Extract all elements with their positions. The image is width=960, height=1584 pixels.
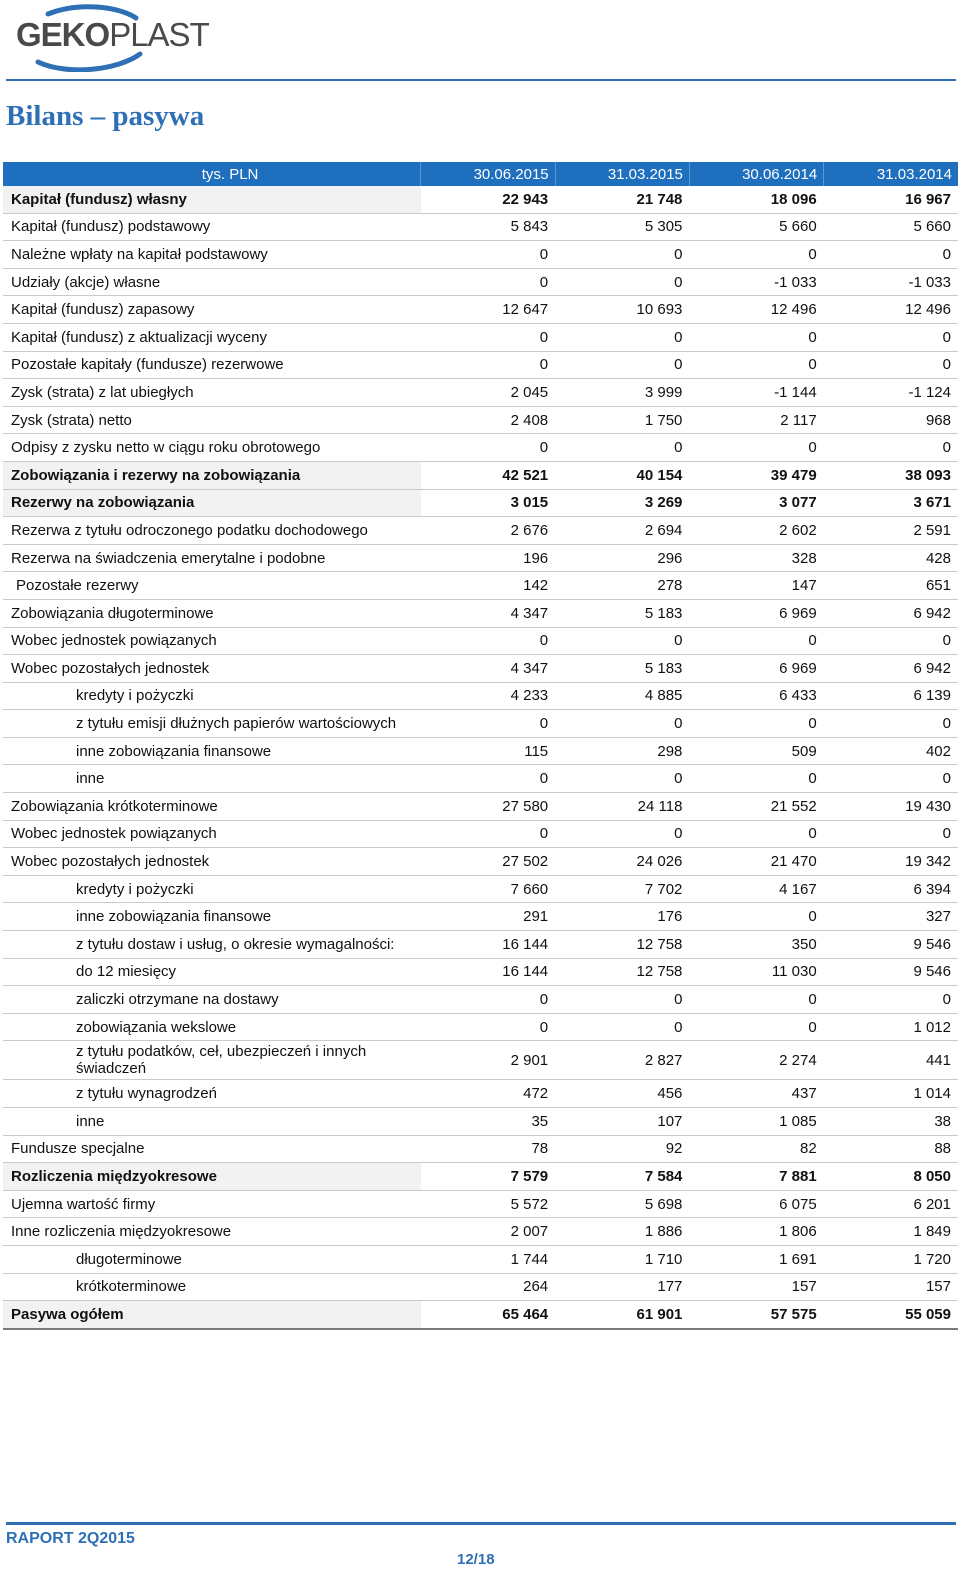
report-label: RAPORT 2Q2015: [6, 1530, 135, 1547]
row-value: 12 496: [824, 296, 958, 324]
table-row: [3, 765, 958, 793]
row-value: 278: [555, 572, 689, 600]
row-value: 441: [824, 1041, 958, 1080]
table-row: [3, 1163, 958, 1191]
table-row: [3, 682, 958, 710]
row-value: 0: [421, 323, 555, 351]
row-value: 0: [689, 986, 823, 1014]
table-row: [3, 599, 958, 627]
row-label: Zobowiązania i rezerwy na zobowiązania: [3, 461, 421, 489]
row-label: Kapitał (fundusz) z aktualizacji wyceny: [3, 323, 421, 351]
row-label: inne: [3, 1108, 421, 1136]
header-divider: [6, 79, 956, 81]
table-row: [3, 379, 958, 407]
row-label: Kapitał (fundusz) zapasowy: [3, 296, 421, 324]
row-value: 0: [555, 434, 689, 462]
row-value: 39 479: [689, 461, 823, 489]
row-label: Wobec pozostałych jednostek: [3, 848, 421, 876]
row-value: 115: [421, 737, 555, 765]
row-value: 177: [555, 1273, 689, 1301]
row-value: 2 045: [421, 379, 555, 407]
row-value: -1 144: [689, 379, 823, 407]
table-row: [3, 517, 958, 545]
row-value: 27 580: [421, 793, 555, 821]
row-label: z tytułu emisji dłużnych papierów wartościowych: [3, 710, 421, 738]
row-value: 57 575: [689, 1301, 823, 1329]
row-value: 0: [824, 986, 958, 1014]
table-row: [3, 793, 958, 821]
row-value: 4 347: [421, 599, 555, 627]
row-label: z tytułu dostaw i usług, o okresie wymagalności:: [3, 931, 421, 959]
row-value: 0: [824, 710, 958, 738]
table-row: [3, 213, 958, 241]
row-value: 0: [689, 323, 823, 351]
row-value: 2 408: [421, 406, 555, 434]
table-row: [3, 241, 958, 269]
row-value: 21 552: [689, 793, 823, 821]
row-label: Rezerwa z tytułu odroczonego podatku dochodowego: [3, 517, 421, 545]
table-row: [3, 544, 958, 572]
table-row: [3, 434, 958, 462]
row-label: kredyty i pożyczki: [3, 682, 421, 710]
row-value: 296: [555, 544, 689, 572]
row-value: 157: [824, 1273, 958, 1301]
row-label: kredyty i pożyczki: [3, 875, 421, 903]
row-label: Kapitał (fundusz) własny: [3, 186, 421, 213]
table-row: [3, 1135, 958, 1163]
table-row: [3, 351, 958, 379]
row-label: inne: [3, 765, 421, 793]
row-value: 4 885: [555, 682, 689, 710]
row-value: 0: [689, 1013, 823, 1041]
row-label: inne zobowiązania finansowe: [3, 903, 421, 931]
row-value: 2 676: [421, 517, 555, 545]
row-label: długoterminowe: [3, 1245, 421, 1273]
row-value: 437: [689, 1080, 823, 1108]
row-value: 328: [689, 544, 823, 572]
row-label: zobowiązania wekslowe: [3, 1013, 421, 1041]
row-value: 107: [555, 1108, 689, 1136]
row-value: 2 694: [555, 517, 689, 545]
row-value: 6 139: [824, 682, 958, 710]
table-row: [3, 848, 958, 876]
row-value: 0: [689, 903, 823, 931]
row-value: 19 430: [824, 793, 958, 821]
row-label: Ujemna wartość firmy: [3, 1190, 421, 1218]
row-value: 0: [689, 241, 823, 269]
row-value: 1 012: [824, 1013, 958, 1041]
row-value: 0: [824, 241, 958, 269]
row-value: 291: [421, 903, 555, 931]
row-label: Wobec pozostałych jednostek: [3, 655, 421, 683]
row-value: 456: [555, 1080, 689, 1108]
column-header-date: 30.06.2015: [421, 162, 555, 186]
row-value: 24 118: [555, 793, 689, 821]
row-label: Udziały (akcje) własne: [3, 268, 421, 296]
row-value: 3 077: [689, 489, 823, 517]
row-value: 0: [421, 820, 555, 848]
row-value: 16 967: [824, 186, 958, 213]
row-value: 0: [555, 323, 689, 351]
row-value: 0: [824, 351, 958, 379]
table-row: [3, 986, 958, 1014]
logo-text-light: PLAST: [109, 16, 209, 53]
row-value: 0: [421, 241, 555, 269]
row-value: 0: [824, 820, 958, 848]
row-value: 157: [689, 1273, 823, 1301]
table-row: [3, 1108, 958, 1136]
row-value: 55 059: [824, 1301, 958, 1329]
row-value: 0: [421, 1013, 555, 1041]
row-value: 7 579: [421, 1163, 555, 1191]
table-row: [3, 655, 958, 683]
row-value: 0: [555, 986, 689, 1014]
row-value: 472: [421, 1080, 555, 1108]
row-value: 1 750: [555, 406, 689, 434]
row-value: 3 015: [421, 489, 555, 517]
row-value: 147: [689, 572, 823, 600]
table-row: [3, 737, 958, 765]
row-value: 42 521: [421, 461, 555, 489]
row-value: 0: [689, 627, 823, 655]
row-value: 5 572: [421, 1190, 555, 1218]
row-value: 5 698: [555, 1190, 689, 1218]
row-value: 82: [689, 1135, 823, 1163]
footer-divider: [6, 1522, 956, 1525]
row-value: 3 671: [824, 489, 958, 517]
row-value: 21 748: [555, 186, 689, 213]
gekoplast-logo: [8, 4, 208, 72]
table-row: [3, 820, 958, 848]
row-value: 12 496: [689, 296, 823, 324]
row-value: 12 758: [555, 958, 689, 986]
row-value: 5 660: [689, 213, 823, 241]
row-value: 12 647: [421, 296, 555, 324]
row-label: Należne wpłaty na kapitał podstawowy: [3, 241, 421, 269]
row-value: 0: [824, 323, 958, 351]
table-body: [3, 186, 958, 1329]
row-value: 0: [421, 351, 555, 379]
row-value: 0: [689, 434, 823, 462]
row-value: 0: [689, 820, 823, 848]
row-value: 196: [421, 544, 555, 572]
table-header-row: [3, 162, 958, 186]
logo-text-bold: GEKO: [16, 16, 110, 53]
row-label: Fundusze specjalne: [3, 1135, 421, 1163]
page-title: Bilans – pasywa: [6, 100, 205, 132]
row-value: 0: [421, 627, 555, 655]
row-label: Pasywa ogółem: [3, 1301, 421, 1329]
row-value: 3 999: [555, 379, 689, 407]
table-header: [3, 162, 958, 186]
row-value: 2 602: [689, 517, 823, 545]
row-value: 176: [555, 903, 689, 931]
row-value: 0: [689, 351, 823, 379]
table-row: [3, 931, 958, 959]
row-label: Kapitał (fundusz) podstawowy: [3, 213, 421, 241]
row-value: 0: [824, 434, 958, 462]
row-value: 298: [555, 737, 689, 765]
table-row: [3, 710, 958, 738]
row-label: inne zobowiązania finansowe: [3, 737, 421, 765]
row-value: 0: [421, 765, 555, 793]
row-value: 0: [421, 986, 555, 1014]
row-value: 1 691: [689, 1245, 823, 1273]
column-header-date: 31.03.2015: [555, 162, 689, 186]
table-row: [3, 1301, 958, 1329]
row-value: 5 183: [555, 655, 689, 683]
row-value: 6 942: [824, 655, 958, 683]
row-value: 22 943: [421, 186, 555, 213]
column-header-date: 30.06.2014: [689, 162, 823, 186]
row-value: 61 901: [555, 1301, 689, 1329]
row-value: 142: [421, 572, 555, 600]
row-label: Pozostałe kapitały (fundusze) rezerwowe: [3, 351, 421, 379]
row-label: Zysk (strata) z lat ubiegłych: [3, 379, 421, 407]
row-value: 6 433: [689, 682, 823, 710]
row-label: Zobowiązania krótkoterminowe: [3, 793, 421, 821]
row-value: 35: [421, 1108, 555, 1136]
row-value: 65 464: [421, 1301, 555, 1329]
row-value: 1 085: [689, 1108, 823, 1136]
row-value: 7 584: [555, 1163, 689, 1191]
row-value: 6 969: [689, 599, 823, 627]
row-value: 4 233: [421, 682, 555, 710]
table-row: [3, 461, 958, 489]
row-label: Wobec jednostek powiązanych: [3, 820, 421, 848]
row-label: Wobec jednostek powiązanych: [3, 627, 421, 655]
row-value: 1 720: [824, 1245, 958, 1273]
row-value: 16 144: [421, 931, 555, 959]
row-value: 0: [555, 710, 689, 738]
row-value: 11 030: [689, 958, 823, 986]
row-value: 0: [555, 765, 689, 793]
row-value: 0: [421, 434, 555, 462]
row-value: 350: [689, 931, 823, 959]
logo-text: [16, 16, 209, 54]
table-row: [3, 1041, 958, 1080]
row-value: 38: [824, 1108, 958, 1136]
row-value: 428: [824, 544, 958, 572]
table-row: [3, 903, 958, 931]
row-value: 4 347: [421, 655, 555, 683]
row-label: z tytułu podatków, ceł, ubezpieczeń i innych świadczeń: [3, 1041, 421, 1080]
row-value: 1 886: [555, 1218, 689, 1246]
table-row: [3, 323, 958, 351]
table-row: [3, 1273, 958, 1301]
row-value: 1 849: [824, 1218, 958, 1246]
row-label: Inne rozliczenia międzyokresowe: [3, 1218, 421, 1246]
row-value: 38 093: [824, 461, 958, 489]
row-value: 7 702: [555, 875, 689, 903]
column-header-unit: tys. PLN: [3, 162, 421, 186]
table-row: [3, 186, 958, 213]
row-value: 0: [421, 268, 555, 296]
row-value: 0: [555, 351, 689, 379]
row-value: 6 201: [824, 1190, 958, 1218]
row-value: 2 117: [689, 406, 823, 434]
row-value: 9 546: [824, 931, 958, 959]
row-label: z tytułu wynagrodzeń: [3, 1080, 421, 1108]
row-value: 16 144: [421, 958, 555, 986]
table-row: [3, 1245, 958, 1273]
row-value: 0: [421, 710, 555, 738]
table-row: [3, 1190, 958, 1218]
row-label: Odpisy z zysku netto w ciągu roku obrotowego: [3, 434, 421, 462]
row-value: 8 050: [824, 1163, 958, 1191]
balance-sheet-table: [3, 162, 958, 1330]
row-value: 6 394: [824, 875, 958, 903]
row-value: 0: [689, 765, 823, 793]
row-value: 2 007: [421, 1218, 555, 1246]
table-row: [3, 1080, 958, 1108]
row-value: 0: [824, 627, 958, 655]
row-value: 651: [824, 572, 958, 600]
row-value: 7 660: [421, 875, 555, 903]
row-value: 0: [555, 820, 689, 848]
row-value: 10 693: [555, 296, 689, 324]
row-value: -1 124: [824, 379, 958, 407]
row-value: 40 154: [555, 461, 689, 489]
row-value: 4 167: [689, 875, 823, 903]
column-header-date: 31.03.2014: [824, 162, 958, 186]
row-value: 968: [824, 406, 958, 434]
row-value: 3 269: [555, 489, 689, 517]
row-label: Rozliczenia międzyokresowe: [3, 1163, 421, 1191]
table-row: [3, 268, 958, 296]
row-label: Rezerwy na zobowiązania: [3, 489, 421, 517]
row-value: 5 660: [824, 213, 958, 241]
table-row: [3, 572, 958, 600]
row-value: 509: [689, 737, 823, 765]
row-value: 2 827: [555, 1041, 689, 1080]
row-value: 5 305: [555, 213, 689, 241]
row-value: 92: [555, 1135, 689, 1163]
row-value: 21 470: [689, 848, 823, 876]
row-value: 7 881: [689, 1163, 823, 1191]
row-value: 0: [824, 765, 958, 793]
row-label: Zobowiązania długoterminowe: [3, 599, 421, 627]
row-value: -1 033: [689, 268, 823, 296]
row-value: 264: [421, 1273, 555, 1301]
row-value: 6 942: [824, 599, 958, 627]
row-label: Zysk (strata) netto: [3, 406, 421, 434]
row-value: 6 969: [689, 655, 823, 683]
row-value: 19 342: [824, 848, 958, 876]
row-value: 0: [555, 268, 689, 296]
table-row: [3, 1013, 958, 1041]
row-value: 27 502: [421, 848, 555, 876]
row-value: 6 075: [689, 1190, 823, 1218]
row-value: 1 806: [689, 1218, 823, 1246]
table-row: [3, 406, 958, 434]
table-row: [3, 296, 958, 324]
page-number: 12/18: [457, 1551, 495, 1568]
row-value: 0: [555, 1013, 689, 1041]
row-value: 2 901: [421, 1041, 555, 1080]
row-label: Pozostałe rezerwy: [3, 572, 421, 600]
row-label: krótkoterminowe: [3, 1273, 421, 1301]
row-label: Rezerwa na świadczenia emerytalne i podobne: [3, 544, 421, 572]
row-value: 0: [555, 627, 689, 655]
row-value: 2 591: [824, 517, 958, 545]
row-value: 0: [689, 710, 823, 738]
row-value: 327: [824, 903, 958, 931]
row-value: 18 096: [689, 186, 823, 213]
table-row: [3, 627, 958, 655]
table-row: [3, 489, 958, 517]
row-value: 5 843: [421, 213, 555, 241]
row-value: 1 014: [824, 1080, 958, 1108]
table-row: [3, 1218, 958, 1246]
row-label: do 12 miesięcy: [3, 958, 421, 986]
row-value: 78: [421, 1135, 555, 1163]
row-value: 24 026: [555, 848, 689, 876]
row-value: 9 546: [824, 958, 958, 986]
row-label: zaliczki otrzymane na dostawy: [3, 986, 421, 1014]
row-value: 1 710: [555, 1245, 689, 1273]
row-value: 5 183: [555, 599, 689, 627]
row-value: 12 758: [555, 931, 689, 959]
row-value: -1 033: [824, 268, 958, 296]
table-row: [3, 958, 958, 986]
table-row: [3, 875, 958, 903]
row-value: 1 744: [421, 1245, 555, 1273]
row-value: 0: [555, 241, 689, 269]
row-value: 88: [824, 1135, 958, 1163]
row-value: 402: [824, 737, 958, 765]
page-header: [0, 0, 960, 82]
row-value: 2 274: [689, 1041, 823, 1080]
